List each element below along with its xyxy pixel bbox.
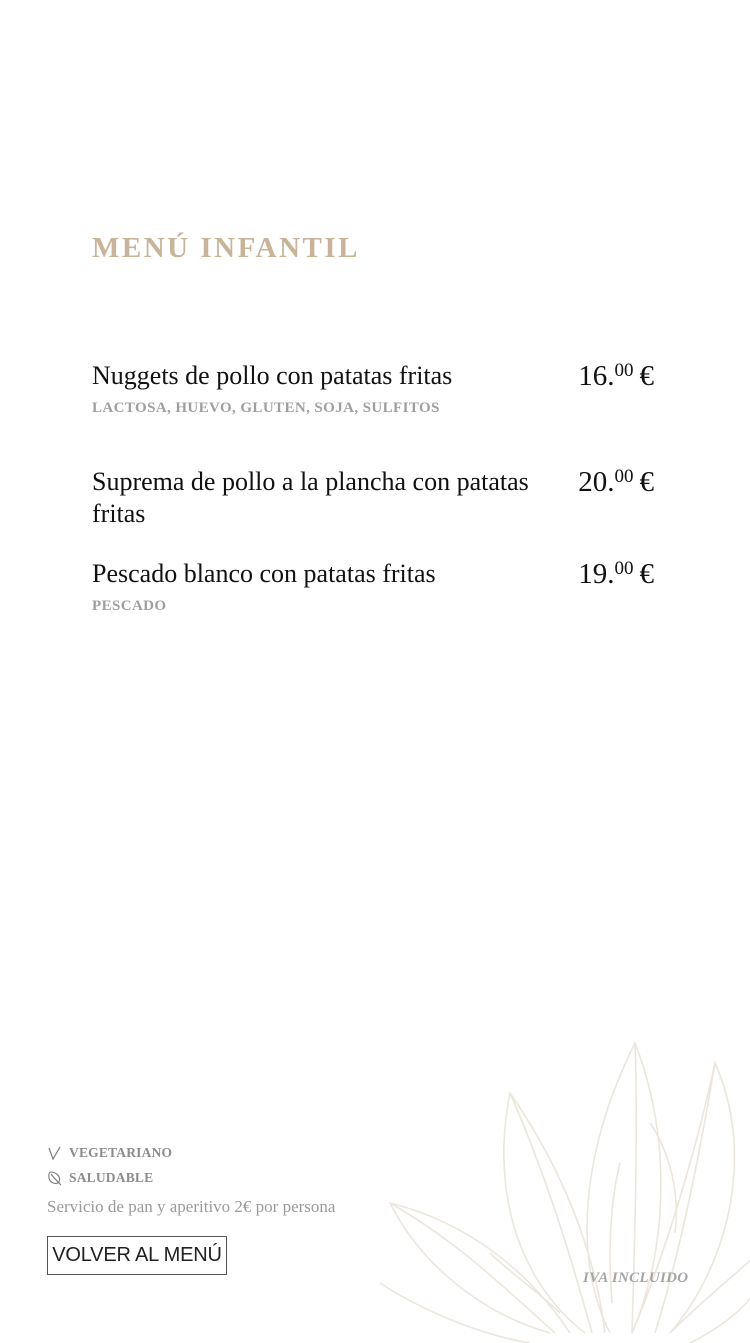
dish-allergens: PESCADO (92, 598, 167, 614)
dish-name: Suprema de pollo a la plancha con patatas fritas (92, 467, 529, 528)
leaf-icon (47, 1170, 63, 1186)
legend-vegetarian (47, 1145, 172, 1161)
v-icon (47, 1145, 63, 1161)
legend-healthy (47, 1170, 153, 1186)
dish-price (578, 466, 654, 502)
back-to-menu-button[interactable]: VOLVER AL MENÚ (47, 1236, 227, 1275)
dish-price (578, 360, 654, 396)
price-cents: 00 (614, 466, 634, 487)
price-integer: 20. (578, 466, 615, 498)
price-integer: 16. (578, 360, 615, 392)
price-currency: € (639, 360, 654, 392)
service-note: Servicio de pan y aperitivo 2€ por persona (47, 1197, 336, 1216)
price-currency: € (639, 466, 654, 498)
tax-note: IVA INCLUIDO (583, 1270, 689, 1286)
dish-name: Nuggets de pollo con patatas fritas (92, 361, 453, 390)
price-cents: 00 (614, 558, 634, 579)
legend-healthy-label: SALUDABLE (69, 1170, 154, 1185)
price-cents: 00 (614, 360, 634, 381)
price-integer: 19. (578, 558, 615, 590)
legend-vegetarian-label: VEGETARIANO (69, 1145, 173, 1160)
dish-allergens: LACTOSA, HUEVO, GLUTEN, SOJA, SULFITOS (92, 400, 440, 416)
menu-title: MENÚ INFANTIL (92, 232, 360, 264)
price-currency: € (639, 558, 654, 590)
dish-price (578, 558, 654, 594)
dish-name: Pescado blanco con patatas fritas (92, 559, 436, 588)
flower-illustration (370, 1003, 750, 1343)
